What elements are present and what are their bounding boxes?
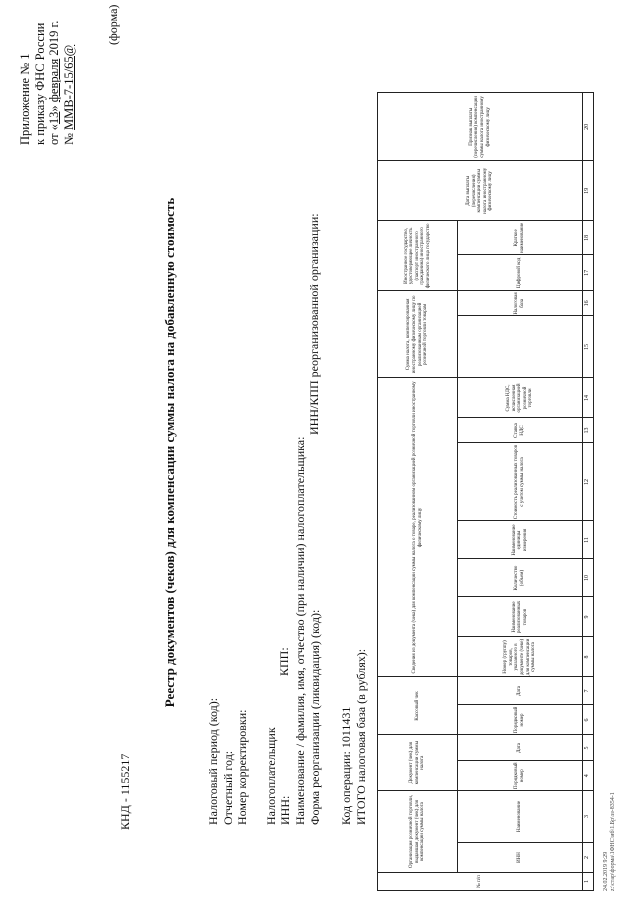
col-vat: Сумма НДС, исчисленная организацией розничной торговли — [458, 378, 583, 418]
knd-code: КНД - 1155217 — [118, 753, 132, 830]
name-label: Наименование / фамилия, имя, отчество (при наличии) налогоплательщика: — [292, 436, 307, 825]
col-number: 19 — [583, 161, 594, 221]
col-doc-num: Порядковый номер — [458, 761, 583, 791]
col-number: 6 — [583, 705, 594, 735]
col-comp-group: Сумма налога, компенсированная иностранному физическому лицу по реализованным организацией розничной торговли товарам — [378, 291, 458, 378]
col-goods-name: Наименование реализованных товаров — [458, 597, 583, 637]
column-numbers-row — [583, 93, 594, 891]
col-qty: Количество (объем) — [458, 559, 583, 597]
col-country-short: Краткое наименование — [458, 221, 583, 255]
col-cash-group: Кассовый чек — [378, 677, 458, 735]
inn-label: ИНН: — [278, 795, 293, 825]
col-np: № п/п — [378, 873, 583, 891]
appendix-block — [18, 21, 76, 145]
footer-note — [603, 792, 617, 891]
col-goods-group: Сведения из документа (чека) для компенсации суммы налога о товаре, реализованном организацией розничной торговли иностранному физическому лицу — [378, 378, 458, 677]
report-year-label: Отчетный год: — [220, 750, 235, 825]
col-number: 20 — [583, 93, 594, 161]
col-cost: Стоимость реализованных товаров с учетом суммы налога — [458, 443, 583, 521]
col-cash-num: Порядковый номер — [458, 705, 583, 735]
col-item-num: Номер (группу) товаров, указанного в документе (чеке) для компенсации суммы налога — [458, 637, 583, 677]
col-number: 14 — [583, 378, 594, 418]
col-cash-date: Дата — [458, 677, 583, 705]
col-country-group: Иностранное государство, удостоверяющее личность (паспорт иностранного гражданина) иностранного физического лица государство — [378, 221, 458, 291]
col-number: 12 — [583, 443, 594, 521]
col-name: Наименование — [458, 791, 583, 843]
date-prefix: от « — [47, 124, 61, 145]
tax-period-label: Налоговый период (код): — [206, 697, 220, 825]
operation-code: Код операции: 1011431 — [339, 706, 353, 825]
appendix-line-2: к приказу ФНС России — [32, 22, 47, 145]
col-number: 10 — [583, 559, 594, 597]
col-number: 17 — [583, 255, 594, 291]
footer-line-1: 24.02.2019 9:29 — [603, 851, 609, 891]
col-doc-group: Документ (чек) для компенсации суммы налога — [378, 735, 458, 791]
date-year: 2019 г. — [47, 20, 61, 59]
col-inn: ИНН — [458, 843, 583, 873]
col-number: 15 — [583, 316, 594, 378]
col-number: 8 — [583, 637, 594, 677]
col-unit: Наименование единицы измерения — [458, 521, 583, 559]
correction-number-label: Номер корректировки: — [235, 709, 250, 825]
order-prefix: № — [61, 129, 76, 145]
col-number: 4 — [583, 761, 594, 791]
col-rate: Ставка НДС — [458, 418, 583, 443]
operation-block — [339, 649, 368, 825]
col-country-code: Цифровой код — [458, 255, 583, 291]
col-number: 9 — [583, 597, 594, 637]
register-table — [377, 92, 594, 891]
col-pay-sum: Признак выплаты (перечисления) компенсации суммы налога иностранному физическому лицу — [378, 93, 583, 161]
page-title: Реестр документов (чеков) для компенсации суммы налога на добавленную стоимость — [162, 197, 177, 708]
taxpayer-label: Налогоплательщик — [263, 727, 278, 825]
col-number: 7 — [583, 677, 594, 705]
date-month: февраля — [47, 58, 61, 103]
col-org-group: Организация розничной торговли, выдавшая документ (чек) для компенсации суммы налога — [378, 791, 458, 873]
reorg-form-label: Форма реорганизации (ликвидация) (код): — [307, 609, 322, 825]
col-number: 5 — [583, 735, 594, 761]
reorg-inn-kpp-label: ИНН/КПП реорганизованной организации: — [307, 213, 321, 435]
col-pay-date: Дата выплаты (перечисления) компенсации суммы налога иностранному физическому лицу — [378, 161, 583, 221]
table-header-row-1 — [378, 93, 458, 891]
appendix-line-4 — [62, 21, 77, 145]
col-number: 16 — [583, 291, 594, 316]
kpp-label: КПП: — [277, 647, 291, 676]
col-compensated — [458, 316, 583, 378]
form-label: (форма) — [106, 4, 120, 45]
col-tax-base: Налоговая база — [458, 291, 583, 316]
col-number: 11 — [583, 521, 594, 559]
order-number: ММВ-7-15/65@ — [61, 44, 76, 130]
appendix-line-3 — [47, 21, 62, 145]
footer-line-2: z:\стар\форма\1ФНС\иб\1.Бр\эз-8354-1 — [610, 792, 616, 891]
appendix-line-1: Приложение № 1 — [18, 53, 32, 145]
col-doc-date: Дата — [458, 735, 583, 761]
col-number: 13 — [583, 418, 594, 443]
total-tax-base: ИТОГО налоговая база (в рублях): — [353, 648, 368, 825]
col-number: 3 — [583, 791, 594, 843]
col-number: 2 — [583, 843, 594, 873]
header-info — [206, 437, 322, 825]
date-day: 13 — [47, 111, 61, 125]
col-number: 18 — [583, 221, 594, 255]
date-mid: » — [47, 102, 61, 112]
col-number: 1 — [583, 873, 594, 891]
